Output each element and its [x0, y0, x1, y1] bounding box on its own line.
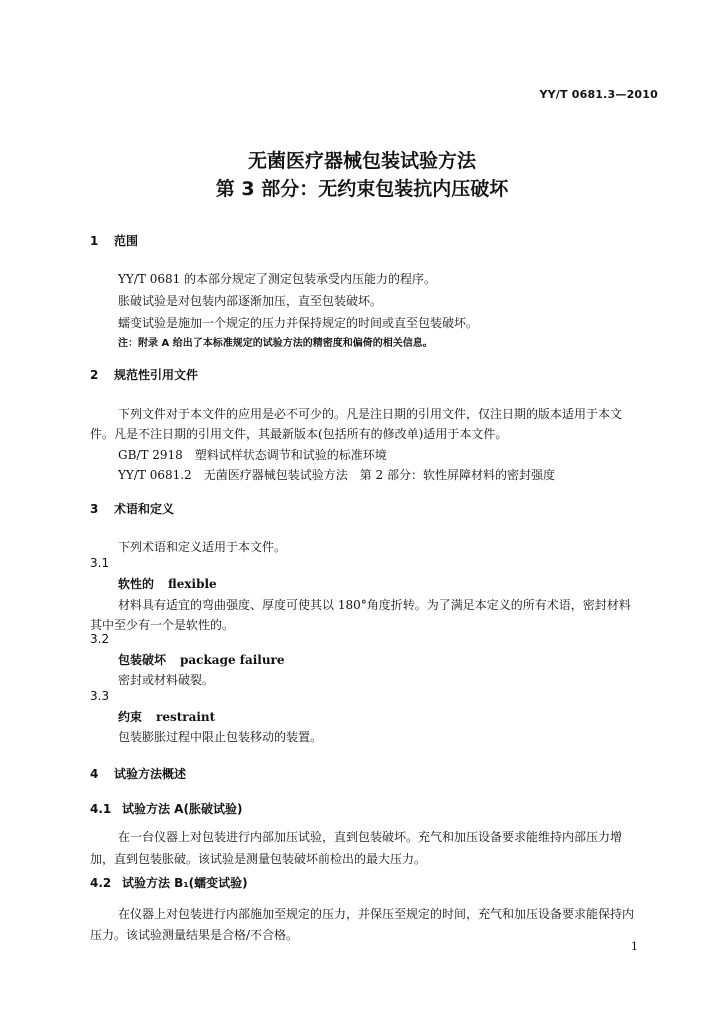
page-number: 1: [631, 940, 638, 953]
document-code: YY/T 0681.3—2010: [539, 88, 658, 101]
reference-item: YY/T 0681.2 无菌医疗器械包装试验方法 第 2 部分：软性屏障材料的密封强度: [118, 468, 555, 482]
note: 注：附录 A 给出了本标准规定的试验方法的精密度和偏倚的相关信息。: [118, 338, 433, 349]
subsection-title: 试验方法 B₁(蠕变试验): [122, 876, 248, 890]
subsection-heading: [90, 800, 242, 817]
paragraph-line: 加，直到包装胀破。该试验是测量包装破坏前检出的最大压力。: [90, 852, 427, 866]
definition-line: 其中至少有一个是软性的。: [90, 618, 235, 632]
definition-line: 材料具有适宜的弯曲强度、厚度可使其以 180°角度折转。为了满足本定义的所有术语，密封材料: [118, 598, 631, 612]
definition-line: 包装膨胀过程中限止包装移动的装置。: [118, 730, 323, 744]
paragraph-line: 胀破试验是对包装内部逐渐加压，直至包装破坏。: [118, 294, 383, 308]
paragraph-line: 压力。该试验测量结果是合格/不合格。: [90, 928, 299, 942]
section-number: 4: [90, 767, 99, 781]
term-number: 3.1: [90, 556, 110, 570]
term-heading: [118, 708, 215, 725]
subsection-number: 4.2: [90, 876, 112, 890]
subsection-heading: [90, 874, 248, 891]
section-title: 范围: [114, 234, 139, 248]
reference-item: GB/T 2918 塑料试样状态调节和试验的标准环境: [118, 448, 387, 462]
paragraph-line: YY/T 0681 的本部分规定了测定包装承受内压能力的程序。: [118, 272, 437, 286]
paragraph-line: 件。凡是不注日期的引用文件，其最新版本(包括所有的修改单)适用于本文件。: [90, 427, 508, 441]
term-en: flexible: [168, 577, 217, 591]
document-title: 无菌医疗器械包装试验方法: [247, 150, 476, 172]
paragraph-line: 在仪器上对包装进行内部施加至规定的压力，并保压至规定的时间，充气和加压设备要求能保持内: [118, 907, 635, 921]
document-subtitle: 第 3 部分：无约束包装抗内压破坏: [215, 178, 509, 200]
term-heading: [118, 651, 285, 668]
section-1-heading: [90, 232, 138, 249]
subsection-title: 试验方法 A(胀破试验): [122, 802, 243, 816]
section-2-heading: [90, 366, 198, 383]
term-en: package failure: [180, 653, 285, 667]
paragraph-line: 下列文件对于本文件的应用是必不可少的。凡是注日期的引用文件，仅注日期的版本适用于本文: [118, 407, 623, 421]
definition-line: 密封或材料破裂。: [118, 673, 215, 687]
section-number: 1: [90, 234, 99, 248]
paragraph-line: 下列术语和定义适用于本文件。: [118, 540, 287, 554]
section-number: 2: [90, 368, 99, 382]
section-number: 3: [90, 502, 99, 516]
term-zh: 软性的: [118, 577, 155, 591]
term-zh: 约束: [118, 710, 143, 724]
section-3-heading: [90, 500, 174, 517]
term-heading: [118, 575, 217, 592]
term-number: 3.2: [90, 632, 110, 646]
term-zh: 包装破坏: [118, 653, 167, 667]
section-title: 试验方法概述: [114, 767, 187, 781]
section-4-heading: [90, 765, 186, 782]
paragraph-line: 在一台仪器上对包装进行内部加压试验，直到包装破坏。充气和加压设备要求能维持内部压力增: [118, 830, 623, 844]
paragraph-line: 蠕变试验是施加一个规定的压力并保持规定的时间或直至包装破坏。: [118, 316, 479, 330]
section-title: 术语和定义: [114, 502, 175, 516]
term-en: restraint: [156, 710, 216, 724]
section-title: 规范性引用文件: [114, 368, 199, 382]
subsection-number: 4.1: [90, 802, 112, 816]
term-number: 3.3: [90, 689, 110, 703]
